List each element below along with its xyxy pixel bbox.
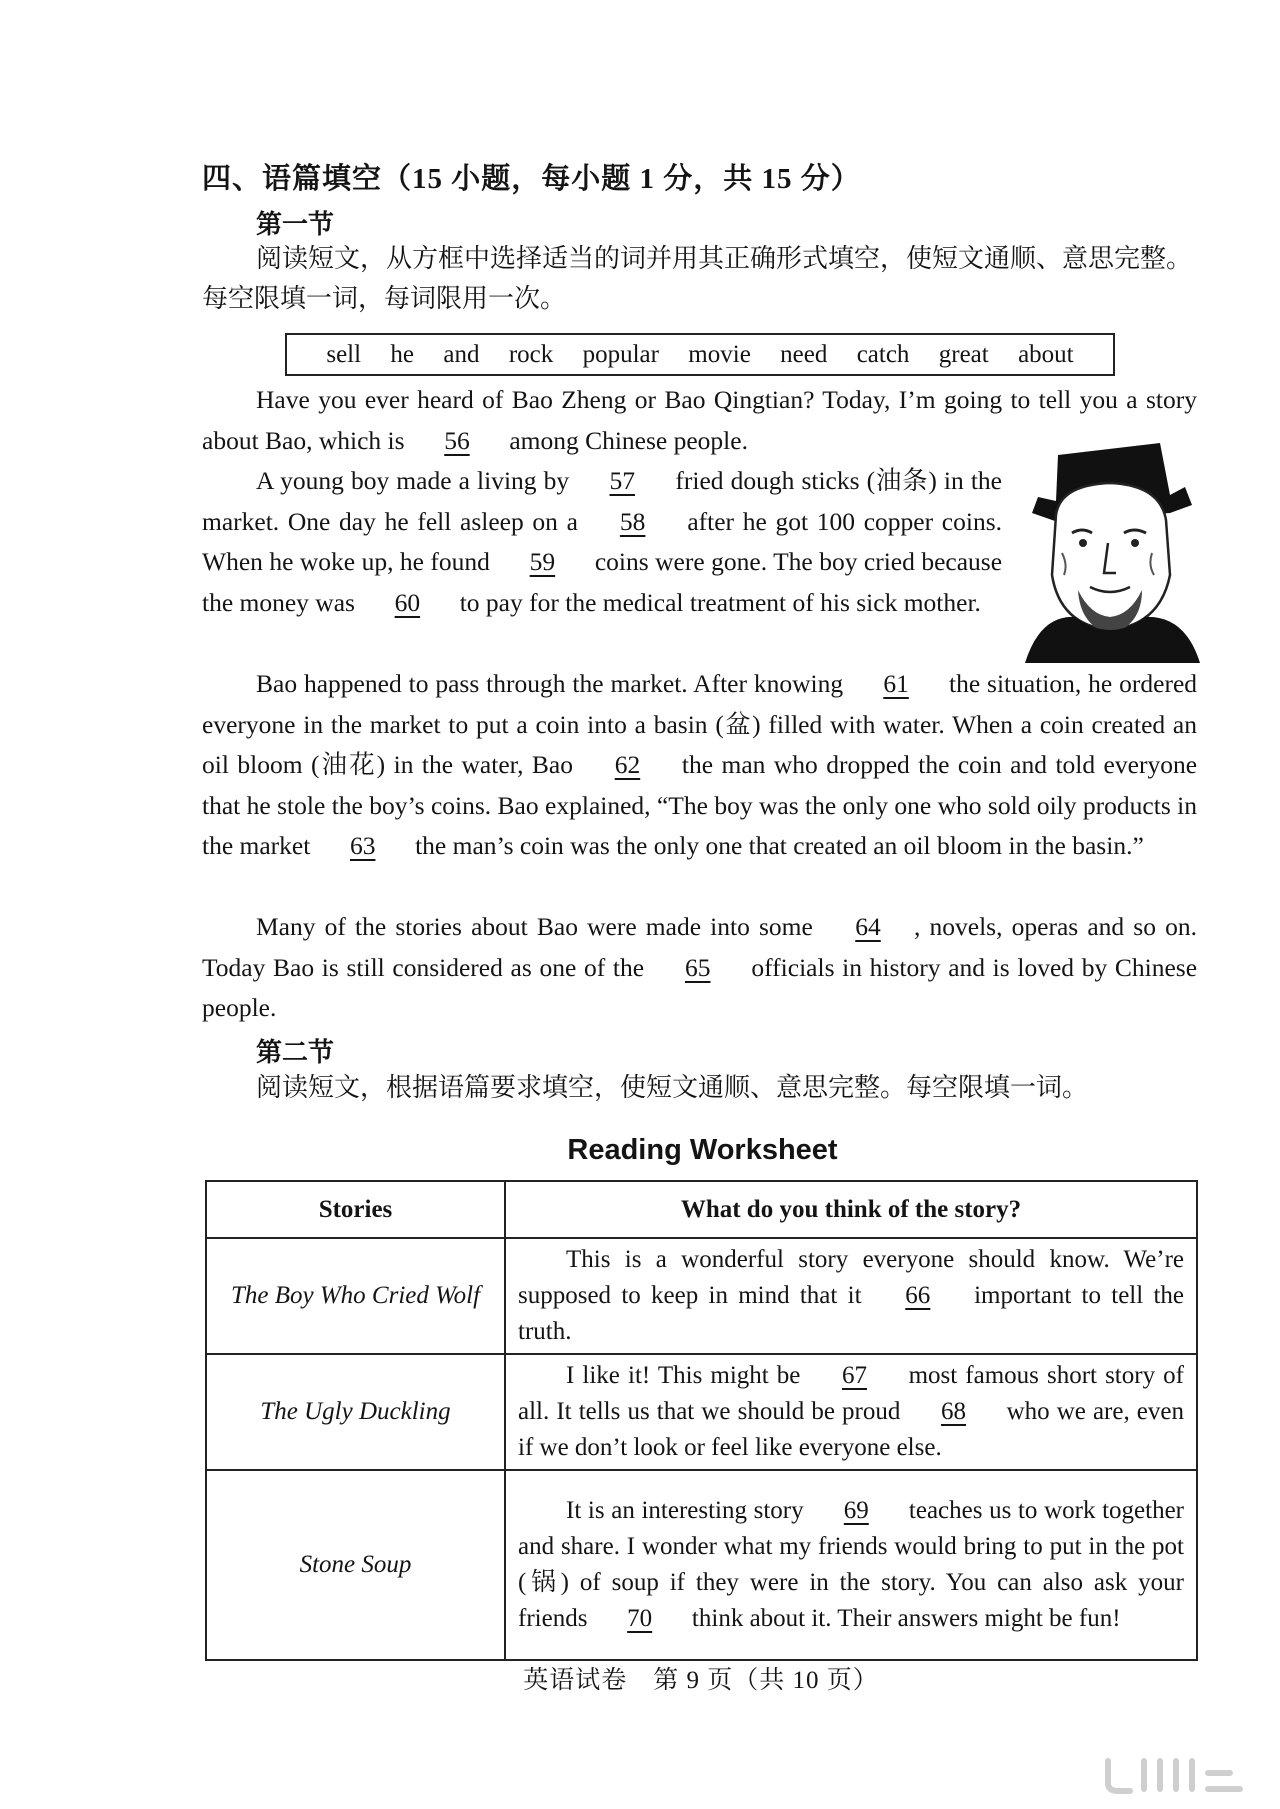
blank-70[interactable]: 70 bbox=[627, 1605, 653, 1632]
blank-62[interactable]: 62 bbox=[614, 750, 641, 779]
blank-59[interactable]: 59 bbox=[529, 547, 556, 576]
reading-worksheet-table bbox=[205, 1180, 1198, 1661]
part1-title: 第一节 bbox=[256, 210, 335, 239]
passage-paragraph-4: Many of the stories about Bao were made into some 64 , novels, operas and so on. Today Bao is still considered as one of the 65 officials in history and is loved by Chinese people. bbox=[202, 907, 1197, 1029]
bao-zheng-portrait bbox=[1020, 425, 1202, 663]
blank-57[interactable]: 57 bbox=[609, 466, 636, 495]
blank-63[interactable]: 63 bbox=[349, 831, 376, 860]
story-comment: I like it! This might be 67 most famous short story of all. It tells us that we should be proud 68 who we are, even if we don’t look or feel like everyone else. bbox=[505, 1354, 1197, 1470]
word-bank-item: and bbox=[443, 340, 480, 368]
word-bank-item: sell bbox=[326, 340, 362, 368]
story-title: The Boy Who Cried Wolf bbox=[206, 1238, 505, 1354]
story-comment: It is an interesting story 69 teaches us to work together and share. I wonder what my friends would bring to put in the pot (锅) of soup if they were in the story. You can also ask your friends 70 think about it. Their answers might be fun! bbox=[505, 1470, 1197, 1660]
worksheet-title: Reading Worksheet bbox=[567, 1134, 838, 1166]
part2-instruction: 阅读短文，根据语篇要求填空，使短文通顺、意思完整。每空限填一词。 bbox=[256, 1073, 1089, 1102]
word-bank-item: great bbox=[938, 340, 989, 368]
part2-title: 第二节 bbox=[256, 1038, 335, 1067]
story-comment: This is a wonderful story everyone should know. We’re supposed to keep in mind that it 66 important to tell the truth. bbox=[505, 1238, 1197, 1354]
blank-68[interactable]: 68 bbox=[940, 1398, 966, 1425]
section-title: 四、语篇填空（15 小题，每小题 1 分，共 15 分） bbox=[202, 163, 861, 195]
table-row bbox=[206, 1470, 1197, 1660]
story-title: Stone Soup bbox=[206, 1470, 505, 1660]
passage-paragraph-3: Bao happened to pass through the market. After knowing 61 the situation, he ordered everyone in the market to put a coin into a basin (盆) filled with water. When a coin created an oil bloom (油花) in the water, Bao 62 the man who dropped the coin and told everyone that he stole the boy’s coins. Bao explained, “The boy was the only one who sold oily products in the market 63 the man’s coin was the only one that created an oil bloom in the basin.” bbox=[202, 664, 1197, 867]
blank-60[interactable]: 60 bbox=[394, 587, 421, 617]
column-header: Stories bbox=[206, 1181, 505, 1238]
word-bank-item: need bbox=[780, 340, 828, 368]
part1-instruction: 阅读短文，从方框中选择适当的词并用其正确形式填空，使短文通顺、意思完整。每空限填一词，每词限用一次。 bbox=[202, 244, 1193, 313]
passage-paragraph-2: A young boy made a living by 57 fried dough sticks (油条) in the market. One day he fell asleep on a 58 after he got 100 copper coins. When he woke up, he found 59 coins were gone. The boy cried because the money was 60 to pay for the medical treatment of his sick mother. bbox=[202, 461, 1002, 623]
passage-paragraph-1: Have you ever heard of Bao Zheng or Bao Qingtian? Today, I’m going to tell you a story about Bao, which is 56 among Chinese people. bbox=[202, 380, 1197, 461]
blank-56[interactable]: 56 bbox=[444, 425, 470, 455]
blank-58[interactable]: 58 bbox=[619, 506, 646, 536]
word-bank-item: movie bbox=[688, 340, 751, 368]
blank-69[interactable]: 69 bbox=[843, 1497, 869, 1524]
table-row bbox=[206, 1238, 1197, 1354]
column-header: What do you think of the story? bbox=[505, 1181, 1197, 1238]
table-row bbox=[206, 1354, 1197, 1470]
blank-66[interactable]: 66 bbox=[905, 1282, 931, 1309]
watermark-logo-icon bbox=[1100, 1755, 1255, 1795]
blank-65[interactable]: 65 bbox=[684, 952, 711, 982]
blank-67[interactable]: 67 bbox=[842, 1362, 867, 1389]
page-footer: 英语试卷 第 9 页（共 10 页） bbox=[523, 1667, 879, 1694]
table-header-row bbox=[206, 1181, 1197, 1238]
word-bank-box bbox=[285, 333, 1115, 376]
word-bank-item: catch bbox=[856, 340, 910, 368]
story-title: The Ugly Duckling bbox=[206, 1354, 505, 1470]
word-bank-item: popular bbox=[582, 340, 659, 368]
word-bank-item: he bbox=[390, 340, 415, 368]
word-bank-item: rock bbox=[508, 340, 554, 368]
blank-64[interactable]: 64 bbox=[855, 912, 881, 941]
word-bank-item: about bbox=[1018, 340, 1074, 368]
blank-61[interactable]: 61 bbox=[883, 669, 909, 698]
